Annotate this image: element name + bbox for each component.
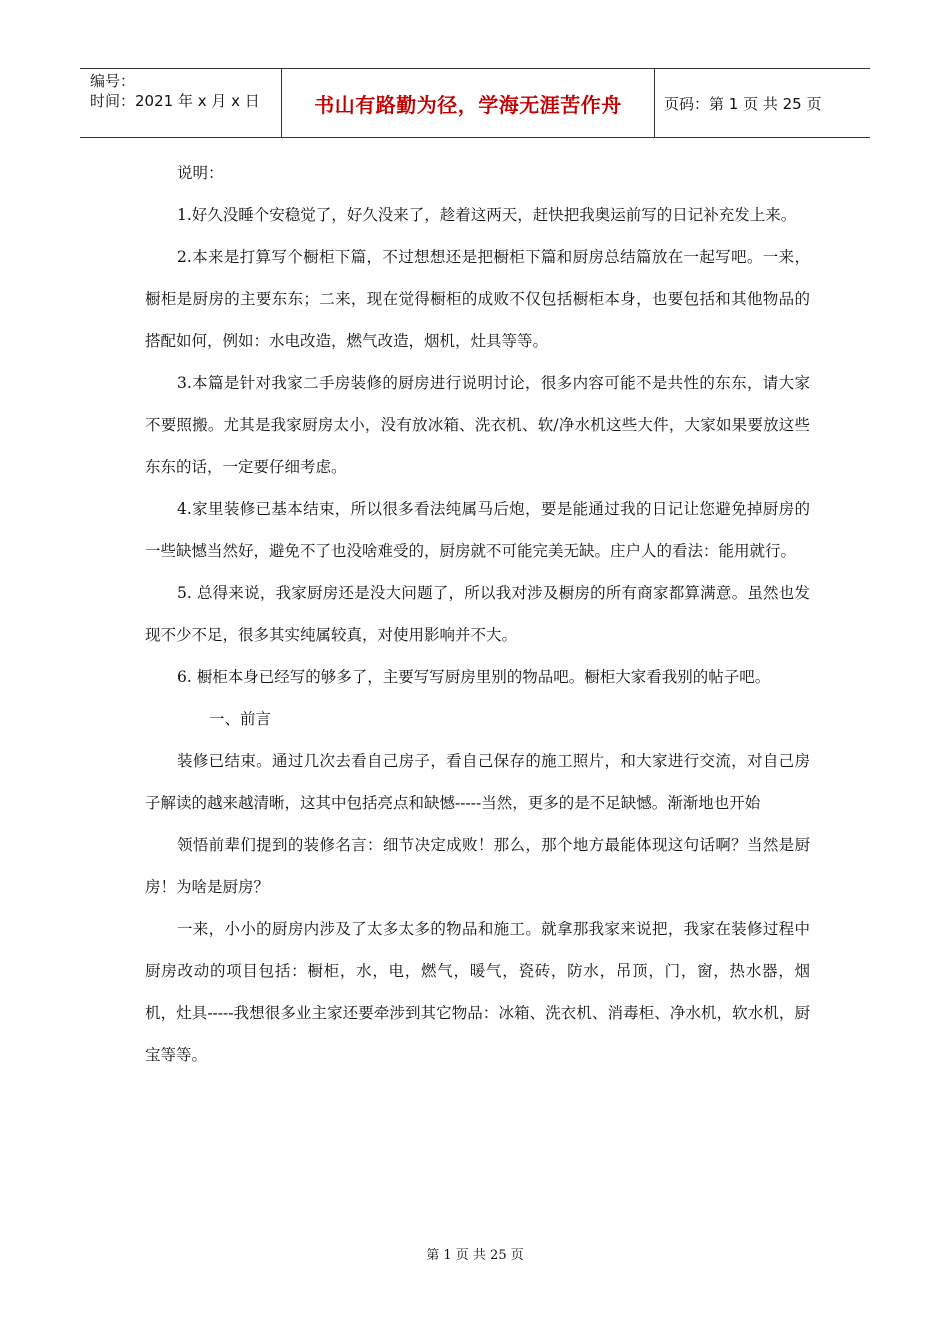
- note-item: 1.好久没睡个安稳觉了，好久没来了，趁着这两天，赶快把我奥运前写的日记补充发上来。: [177, 206, 797, 224]
- header-page-info: 页码：第 1 页 共 25 页: [664, 94, 822, 113]
- note-item: 5. 总得来说，我家厨房还是没大问题了，所以我对涉及橱房的所有商家都算满意。虽然也发现不少不足，很多其实纯属较真，对使用影响并不大。: [145, 584, 810, 644]
- number-label: 编号：: [90, 72, 136, 90]
- header-motto: 书山有路勤为径，学海无涯苦作舟: [314, 92, 622, 117]
- document-header: [80, 68, 870, 138]
- note-item: 3.本篇是针对我家二手房装修的厨房进行说明讨论，很多内容可能不是共性的东东，请大家不要照搬。尤其是我家厨房太小，没有放冰箱、洗衣机、软/净水机这些大件，大家如果要放这些东东的话，一定要仔细考虑。: [145, 374, 810, 476]
- date-label: 时间：2021 年 x 月 x 日: [90, 92, 260, 110]
- body-paragraph: 装修已结束。通过几次去看自己房子，看自己保存的施工照片，和大家进行交流，对自己房子解读的越来越清晰，这其中包括亮点和缺憾-----当然，更多的是不足缺憾。渐渐地也开始: [145, 752, 810, 812]
- note-item: 4.家里装修已基本结束，所以很多看法纯属马后炮，要是能通过我的日记让您避免掉厨房的一些缺憾当然好，避免不了也没啥难受的，厨房就不可能完美无缺。庄户人的看法：能用就行。: [145, 500, 810, 560]
- header-divider: [654, 69, 655, 137]
- header-meta: [90, 71, 280, 111]
- note-item: 2.本来是打算写个橱柜下篇，不过想想还是把橱柜下篇和厨房总结篇放在一起写吧。一来，橱柜是厨房的主要东东；二来，现在觉得橱柜的成败不仅包括橱柜本身，也要包括和其他物品的搭配如何，例如：水电改造，燃气改造，烟机，灶具等等。: [145, 248, 810, 350]
- body-paragraph: 领悟前辈们提到的装修名言：细节决定成败！那么，那个地方最能体现这句话啊？当然是厨房！为啥是厨房？: [145, 836, 810, 896]
- section-heading: 一、前言: [209, 710, 272, 728]
- notes-title: 说明：: [177, 164, 224, 182]
- body-paragraph: 一来，小小的厨房内涉及了太多太多的物品和施工。就拿那我家来说把，我家在装修过程中厨房改动的项目包括：橱柜，水，电，燃气，暖气，瓷砖，防水，吊顶，门，窗，热水器，烟机，灶具-----我想很多业主家还要牵涉到其它物品：冰箱、洗衣机、消毒柜、净水机，软水机，厨宝等等。: [145, 920, 810, 1064]
- note-item: 6. 橱柜本身已经写的够多了，主要写写厨房里别的物品吧。橱柜大家看我别的帖子吧。: [177, 668, 771, 686]
- document-body: [145, 152, 810, 1076]
- page-footer: 第 1 页 共 25 页: [426, 1248, 524, 1263]
